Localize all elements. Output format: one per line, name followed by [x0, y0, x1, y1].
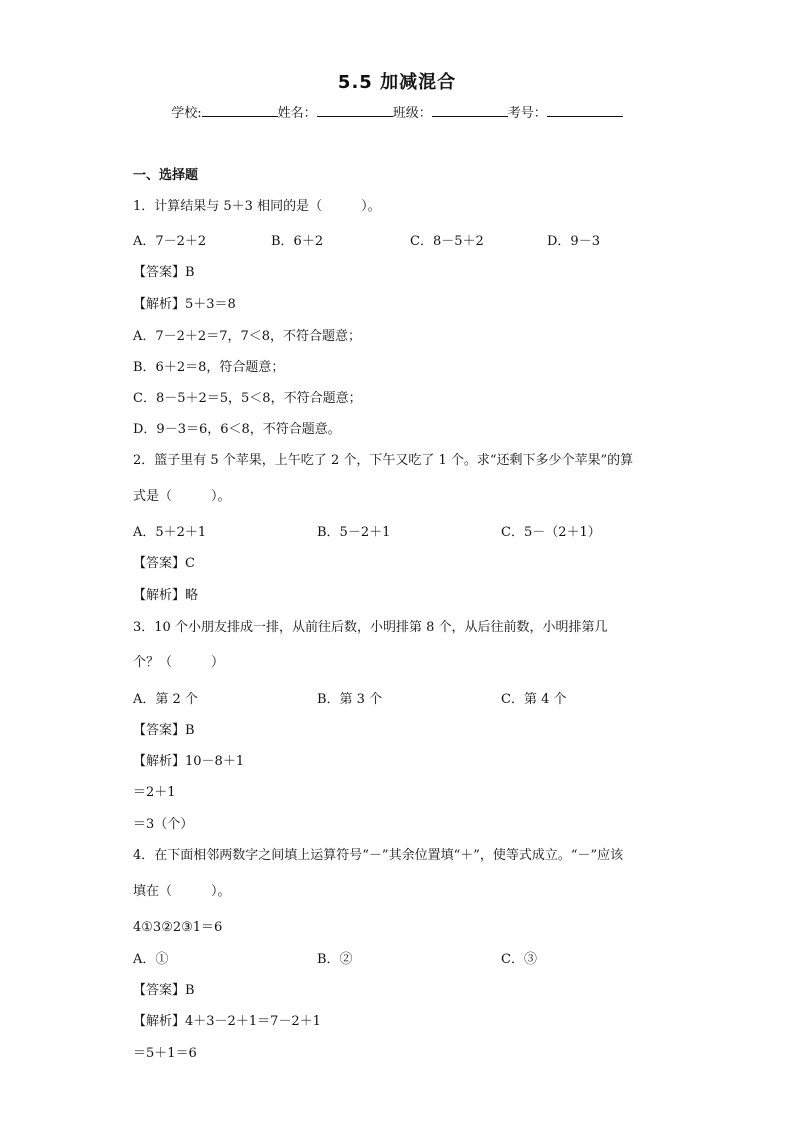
q4-answer: 【答案】B	[133, 983, 195, 998]
school-label: 学校:	[171, 106, 202, 121]
q1-analysis-line: C．8－5＋2＝5，5＜8，不符合题意；	[133, 391, 362, 406]
section-heading: 一、选择题	[133, 168, 199, 183]
student-info-line	[0, 102, 794, 121]
q1-option-d: D．9－3	[547, 234, 600, 249]
q3-analysis-line: 【解析】10－8＋1	[133, 754, 245, 769]
name-label: 姓名：	[277, 106, 317, 121]
q2-analysis-line: 【解析】略	[133, 588, 199, 603]
number-blank	[547, 104, 623, 117]
q2-stem-line2: 式是（ ）。	[133, 489, 231, 504]
q4-equation: 4①3②2③1＝6	[133, 920, 223, 935]
q2-stem-line1: 2．篮子里有 5 个苹果，上午吃了 2 个，下午又吃了 1 个。求“还剩下多少个苹果”的算	[133, 453, 634, 468]
q4-stem-line2: 填在（ ）。	[133, 884, 231, 899]
q4-option-a: A．①	[133, 952, 169, 967]
page-title: 5.5 加减混合	[337, 72, 457, 93]
q1-analysis-line: B．6＋2＝8，符合题意；	[133, 360, 285, 375]
class-blank	[432, 104, 508, 117]
q2-answer: 【答案】C	[133, 556, 195, 571]
q3-option-b: B．第 3 个	[317, 692, 383, 707]
q1-option-c: C．8－5＋2	[410, 234, 484, 249]
number-label: 考号：	[507, 106, 547, 121]
q4-analysis-line: 【解析】4＋3－2＋1＝7－2＋1	[133, 1014, 321, 1029]
q2-option-c: C．5－（2＋1）	[501, 525, 601, 540]
q1-analysis-line: 【解析】5＋3＝8	[133, 297, 236, 312]
q4-option-b: B．②	[317, 952, 353, 967]
q3-analysis-line: ＝2＋1	[133, 785, 176, 800]
name-blank	[317, 104, 393, 117]
q1-analysis-line: D．9－3＝6，6＜8，不符合题意。	[133, 422, 341, 437]
q3-option-a: A．第 2 个	[133, 692, 198, 707]
q1-answer: 【答案】B	[133, 265, 195, 280]
q3-answer: 【答案】B	[133, 723, 195, 738]
q2-option-b: B．5－2＋1	[317, 525, 391, 540]
q1-option-b: B．6＋2	[271, 234, 324, 249]
q1-stem: 1．计算结果与 5＋3 相同的是（ ）。	[133, 199, 381, 214]
q2-option-a: A．5＋2＋1	[133, 525, 207, 540]
q3-option-c: C．第 4 个	[501, 692, 567, 707]
class-label: 班级：	[392, 106, 432, 121]
school-blank	[202, 104, 278, 117]
q3-stem-line2: 个？（ ）	[133, 655, 225, 670]
q4-option-c: C．③	[501, 952, 537, 967]
q4-stem-line1: 4．在下面相邻两数字之间填上运算符号“－”其余位置填“＋”，使等式成立。“－”应该	[133, 848, 624, 863]
q1-option-a: A．7－2＋2	[133, 234, 207, 249]
q3-stem-line1: 3．10 个小朋友排成一排，从前往后数，小明排第 8 个，从后往前数，小明排第几	[133, 620, 608, 635]
q4-analysis-line: ＝5＋1＝6	[133, 1046, 197, 1061]
q3-analysis-line: ＝3（个）	[133, 817, 194, 832]
q1-analysis-line: A．7－2＋2＝7，7＜8，不符合题意；	[133, 329, 362, 344]
